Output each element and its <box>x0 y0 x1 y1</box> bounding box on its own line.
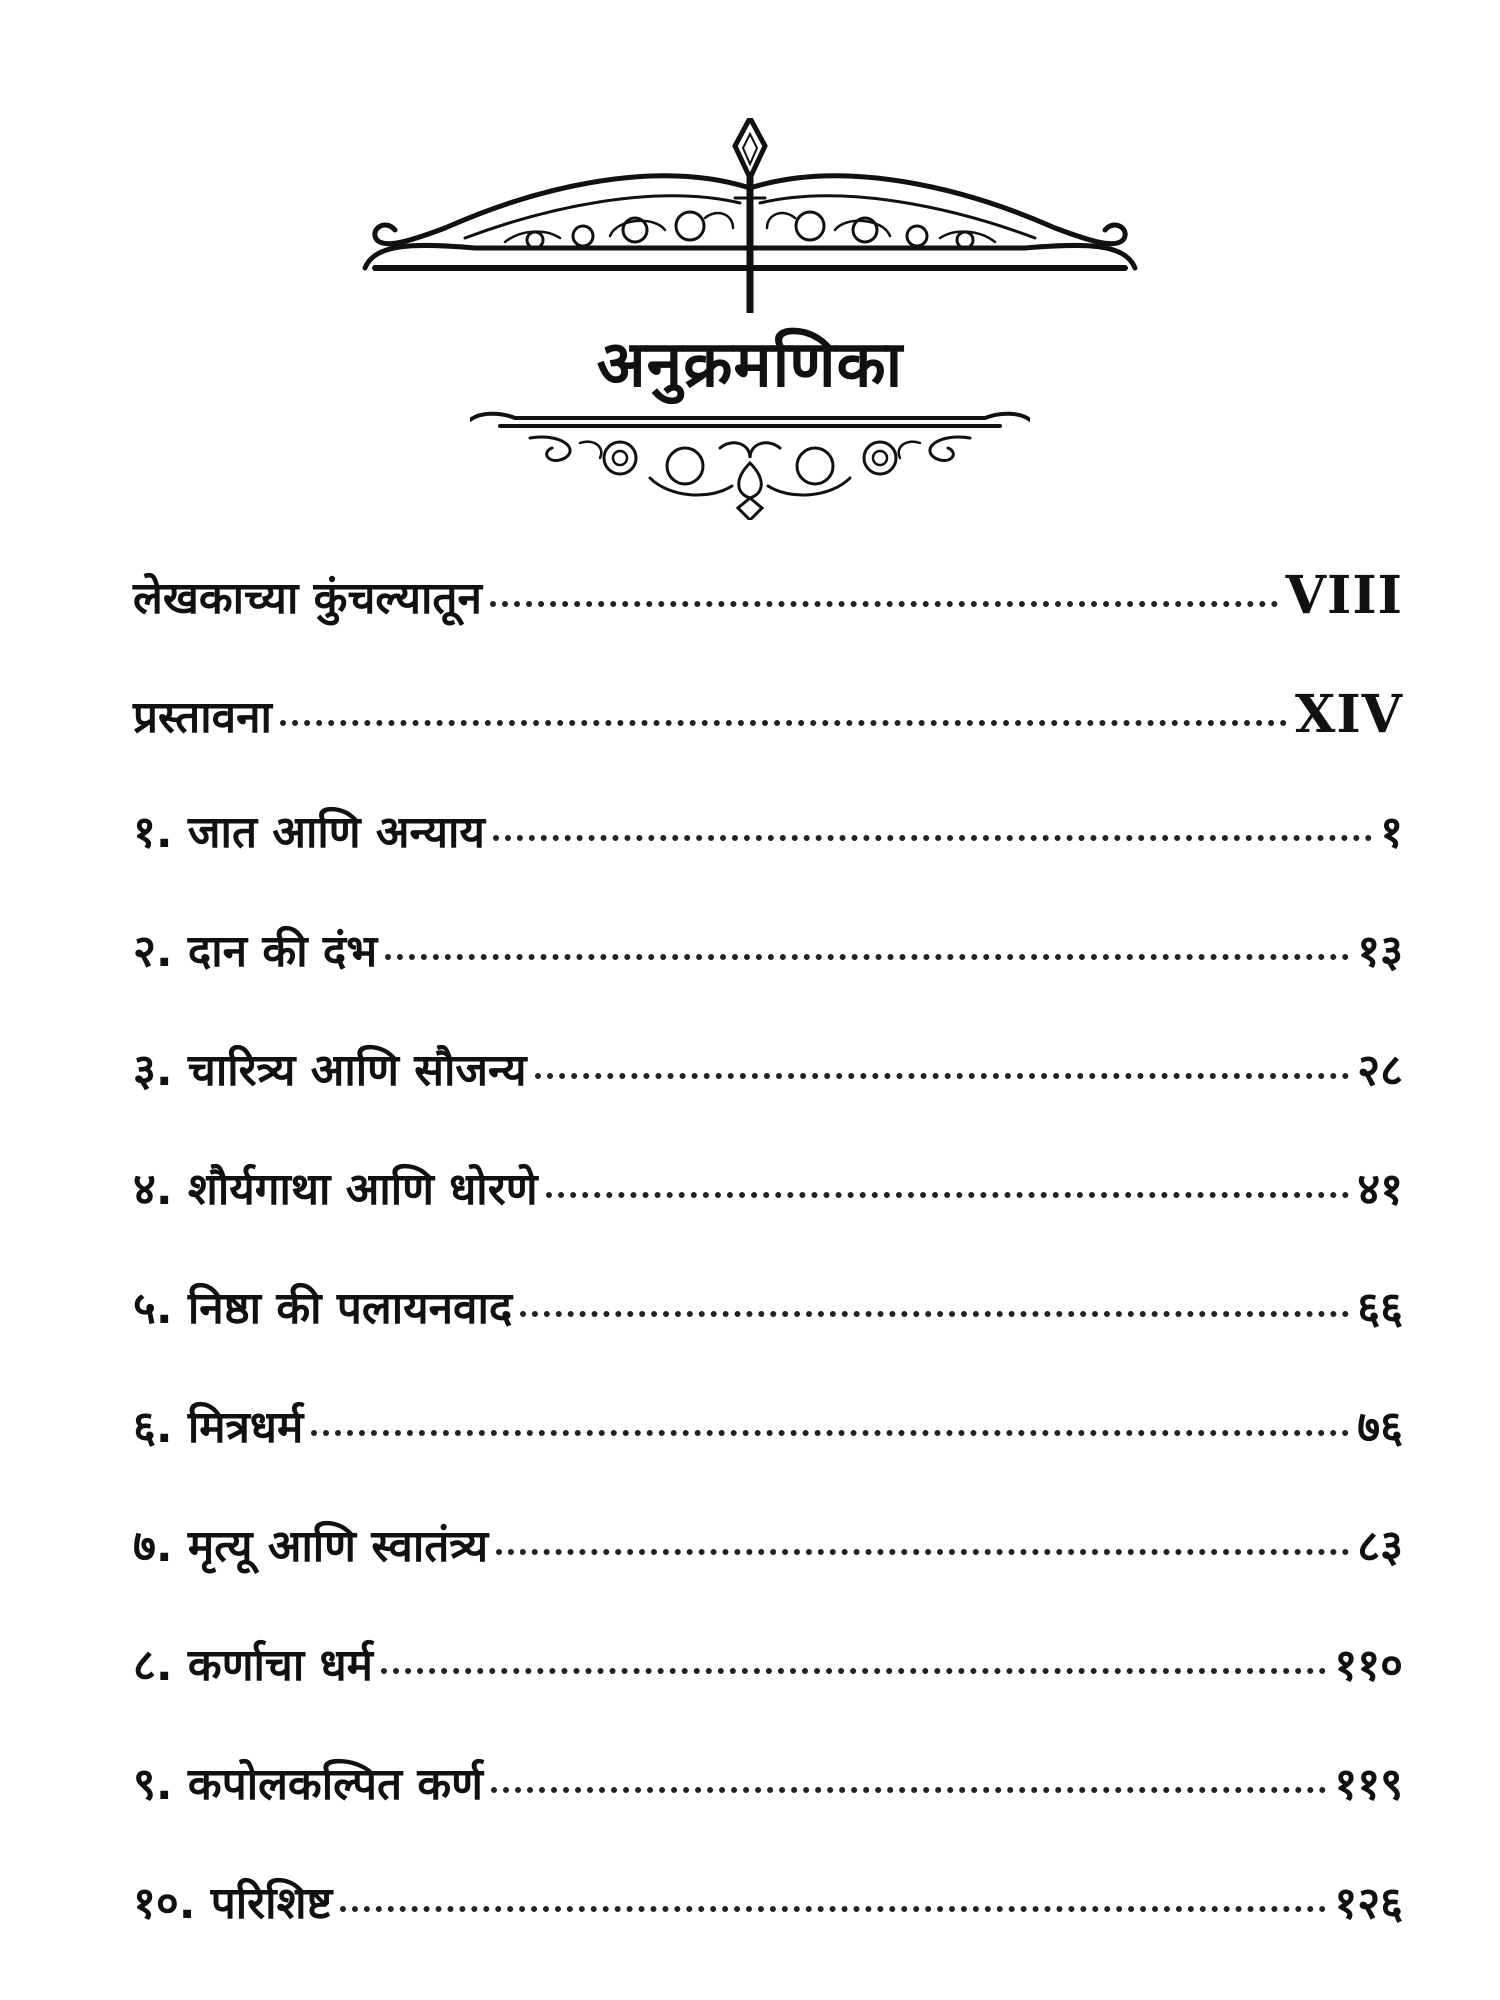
toc-entry-page: ७६ <box>1357 1402 1403 1453</box>
toc-entry <box>133 1157 1403 1276</box>
page-title: अनुक्रमणिका <box>596 328 904 402</box>
toc-entry-page: ४१ <box>1357 1164 1403 1215</box>
toc-entry-title: ७. मृत्यू आणि स्वातंत्र्य <box>133 1521 489 1572</box>
toc-entry-title: ४. शौर्यगाथा आणि धोरणे <box>133 1164 538 1215</box>
toc-entry-page: ११९ <box>1334 1759 1403 1810</box>
toc-entry-page: XIV <box>1294 684 1403 745</box>
toc-entry <box>133 1871 1403 1990</box>
dot-leader <box>520 1310 1349 1317</box>
dot-leader <box>280 719 1287 726</box>
toc-entry <box>133 1752 1403 1871</box>
toc-entry-page: २८ <box>1357 1045 1403 1096</box>
dot-leader <box>340 1905 1326 1912</box>
toc-entry <box>133 1395 1403 1514</box>
toc-entry-page: १ <box>1380 807 1403 858</box>
dot-leader <box>381 1667 1326 1674</box>
toc-entry <box>133 684 1403 800</box>
dot-leader <box>535 1072 1350 1079</box>
toc-entry-page: ११० <box>1334 1640 1403 1691</box>
dot-leader <box>385 953 1349 960</box>
dot-leader <box>496 1548 1349 1555</box>
toc-entry-title: १०. परिशिष्ट <box>133 1878 333 1929</box>
bow-arrow-ornament-icon <box>355 118 1145 313</box>
toc-entry <box>133 1276 1403 1395</box>
dot-leader <box>490 600 1278 607</box>
toc-entry-page: VIII <box>1285 565 1403 626</box>
toc-entry-page: ८३ <box>1357 1521 1403 1572</box>
dot-leader <box>491 1786 1326 1793</box>
toc-entry-title: ८. कर्णाचा धर्म <box>133 1640 373 1691</box>
dot-leader <box>546 1191 1350 1198</box>
toc-entry-title: १. जात आणि अन्याय <box>133 807 485 858</box>
scroll-divider-ornament-icon <box>470 408 1030 520</box>
toc-entry <box>133 1633 1403 1752</box>
toc-entry <box>133 919 1403 1038</box>
toc-entry-title: ६. मित्रधर्म <box>133 1402 304 1453</box>
toc-entry-title: प्रस्तावना <box>133 692 272 743</box>
toc-entry <box>133 1038 1403 1157</box>
toc-list <box>133 565 1403 1990</box>
toc-entry-title: लेखकाच्या कुंचल्यातून <box>133 573 482 624</box>
toc-entry <box>133 565 1403 684</box>
toc-entry-page: १२६ <box>1334 1878 1403 1929</box>
toc-entry-title: २. दान की दंभ <box>133 926 378 977</box>
toc-entry <box>133 1514 1403 1633</box>
toc-entry-page: १३ <box>1357 926 1403 977</box>
dot-leader <box>493 834 1372 841</box>
dot-leader <box>311 1429 1349 1436</box>
toc-entry <box>133 800 1403 919</box>
toc-entry-page: ६६ <box>1357 1283 1403 1334</box>
toc-entry-title: ३. चारित्र्य आणि सौजन्य <box>133 1045 527 1096</box>
toc-entry-title: ५. निष्ठा की पलायनवाद <box>133 1283 513 1334</box>
toc-entry-title: ९. कपोलकल्पित कर्ण <box>133 1759 483 1810</box>
